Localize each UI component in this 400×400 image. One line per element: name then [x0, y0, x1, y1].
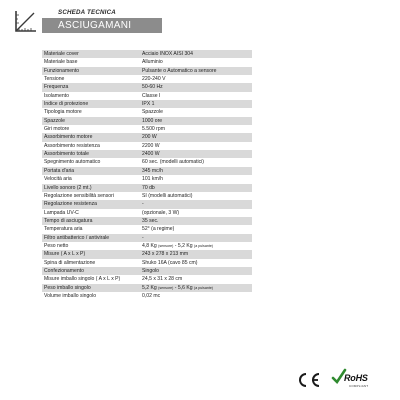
row-label: Peso netto	[42, 242, 140, 250]
row-label: Temperatura aria	[42, 225, 140, 233]
row-value-cell	[140, 267, 252, 275]
row-label: Isolamento	[42, 92, 140, 100]
table-row	[42, 167, 252, 175]
table-row	[42, 50, 252, 58]
row-value-cell	[140, 292, 252, 300]
row-value-cell	[140, 209, 252, 217]
row-label: Spazzole	[42, 117, 140, 125]
row-value: -	[142, 201, 144, 208]
table-row	[42, 133, 252, 141]
row-label: Volume imballo singolo	[42, 292, 140, 300]
table-row	[42, 100, 252, 108]
table-row	[42, 117, 252, 125]
row-label: Frequenza	[42, 83, 140, 91]
row-label: Livello sonoro (2 mt.)	[42, 184, 140, 192]
row-value: 4,8 Kg	[142, 242, 157, 249]
row-value-cell	[140, 50, 252, 58]
row-value-cell	[140, 250, 252, 258]
row-value-cell	[140, 192, 252, 200]
rohs-label: RoHS	[344, 373, 368, 383]
row-value-cell	[140, 75, 252, 83]
row-label: Lampada UV-C	[42, 209, 140, 217]
row-value: 2400 W	[142, 151, 160, 158]
row-value-note: (sensore)	[158, 285, 174, 290]
table-row	[42, 292, 252, 300]
row-label: Indice di protezione	[42, 100, 140, 108]
row-value: IPX 1	[142, 101, 155, 108]
table-row	[42, 83, 252, 91]
document-subtitle: SCHEDA TECNICA	[58, 9, 116, 16]
table-row	[42, 275, 252, 283]
table-row	[42, 242, 252, 250]
table-row	[42, 75, 252, 83]
row-value-cell	[140, 133, 252, 141]
row-value-cell	[140, 225, 252, 233]
row-value: 5.500 rpm	[142, 126, 165, 133]
row-value-cell	[140, 259, 252, 267]
row-value-note: (a pulsante)	[194, 285, 214, 290]
row-value-cell	[140, 117, 252, 125]
table-row	[42, 175, 252, 183]
row-label: Spina di alimentazione	[42, 259, 140, 267]
row-value: 2200 W	[142, 142, 160, 149]
row-value-cell	[140, 175, 252, 183]
table-row	[42, 58, 252, 66]
row-label: Giri motore	[42, 125, 140, 133]
table-row	[42, 225, 252, 233]
row-value-cell	[140, 83, 252, 91]
row-value: Acciaio INOX AISI 304	[142, 51, 193, 57]
row-label: Velocità aria	[42, 175, 140, 183]
table-row	[42, 250, 252, 258]
row-label: Misure imballo singolo ( A x L x P)	[42, 275, 140, 283]
row-value: 60 sec. (modelli automatici)	[142, 159, 204, 166]
row-label: Materiale cover	[42, 50, 140, 58]
row-label: Assorbimento totale	[42, 150, 140, 158]
row-value-secondary: - 5,2 Kg	[173, 242, 193, 249]
table-row	[42, 284, 252, 292]
row-value: 101 km/h	[142, 176, 163, 183]
row-value: 24,5 x 31 x 28 cm	[142, 276, 183, 283]
row-label: Regolazione sensibilità sensori	[42, 192, 140, 200]
row-value: 70 db	[142, 184, 155, 191]
row-value: 52° (a regime)	[142, 226, 175, 233]
table-row	[42, 150, 252, 158]
table-row	[42, 209, 252, 217]
row-label: Portata d'aria	[42, 167, 140, 175]
table-row	[42, 259, 252, 267]
row-value-cell	[140, 67, 252, 75]
row-value-cell	[140, 158, 252, 166]
row-value-cell	[140, 217, 252, 225]
row-value-cell	[140, 100, 252, 108]
row-value-cell	[140, 234, 252, 242]
row-label: Tensione	[42, 75, 140, 83]
table-row	[42, 200, 252, 208]
table-row	[42, 158, 252, 166]
row-label: Tipologia motore	[42, 108, 140, 116]
row-value: 1000 ore	[142, 117, 163, 124]
row-value-note: (a pulsante)	[194, 243, 214, 248]
row-value: 5,2 Kg	[142, 284, 157, 291]
row-value: Shuko 16A (cavo 85 cm)	[142, 259, 198, 266]
drafting-logo-icon	[14, 9, 38, 33]
row-value: Pulsante o Automatico a sensore	[142, 67, 217, 74]
row-value-note: (sensore)	[158, 243, 174, 248]
row-value: 50-60 Hz	[142, 84, 163, 91]
table-row	[42, 267, 252, 275]
row-label: Misure ( A x L x P)	[42, 250, 140, 258]
row-label: Funzionamento	[42, 67, 140, 75]
table-row	[42, 192, 252, 200]
rohs-compliant-label: COMPLIANT	[349, 384, 369, 388]
row-value: 35 sec.	[142, 217, 159, 224]
row-value: 345 mc/h	[142, 167, 163, 174]
spec-table-body	[42, 50, 252, 300]
row-value-cell	[140, 184, 252, 192]
row-label: Spegnimento automatico	[42, 158, 140, 166]
row-label: Assorbimento resistenza	[42, 142, 140, 150]
row-label: Filtro antibatterico / antivirale	[42, 234, 140, 242]
row-value-cell	[140, 200, 252, 208]
ce-mark-icon	[296, 372, 322, 388]
table-row	[42, 234, 252, 242]
row-value: -	[142, 234, 144, 241]
table-row	[42, 217, 252, 225]
row-label: Materiale base	[42, 58, 140, 66]
table-row	[42, 92, 252, 100]
table-row	[42, 125, 252, 133]
row-value-cell	[140, 242, 252, 250]
row-value: Classe I	[142, 92, 161, 99]
row-value-cell	[140, 167, 252, 175]
row-value: SI (modelli automatici)	[142, 192, 193, 199]
row-value: (opzionale, 3 W)	[142, 209, 180, 216]
table-row	[42, 142, 252, 150]
row-value-cell	[140, 275, 252, 283]
row-value-cell	[140, 284, 252, 292]
row-value-cell	[140, 92, 252, 100]
row-value-cell	[140, 58, 252, 66]
row-label: Tempo di asciugatura	[42, 217, 140, 225]
row-value-cell	[140, 125, 252, 133]
row-label: Confezionamento	[42, 267, 140, 275]
table-row	[42, 108, 252, 116]
row-value: 243 x 278 x 213 mm	[142, 251, 189, 258]
row-label: Peso imballo singolo	[42, 284, 140, 292]
row-value-secondary: - 5,6 Kg	[173, 284, 193, 291]
row-label: Assorbimento motore	[42, 133, 140, 141]
row-value-cell	[140, 150, 252, 158]
row-label: Regolazione resistenza	[42, 200, 140, 208]
row-value-cell	[140, 142, 252, 150]
table-row	[42, 67, 252, 75]
row-value: Alluminio	[142, 59, 163, 66]
row-value-cell	[140, 108, 252, 116]
row-value: 200 W	[142, 134, 157, 141]
spec-table	[42, 50, 252, 300]
table-row	[42, 184, 252, 192]
row-value: 220-240 V	[142, 76, 166, 83]
page-title: ASCIUGAMANI	[42, 18, 162, 33]
row-value: 0,02 mc	[142, 292, 161, 299]
row-value: Singolo	[142, 267, 159, 274]
row-value: Spazzole	[142, 109, 163, 116]
